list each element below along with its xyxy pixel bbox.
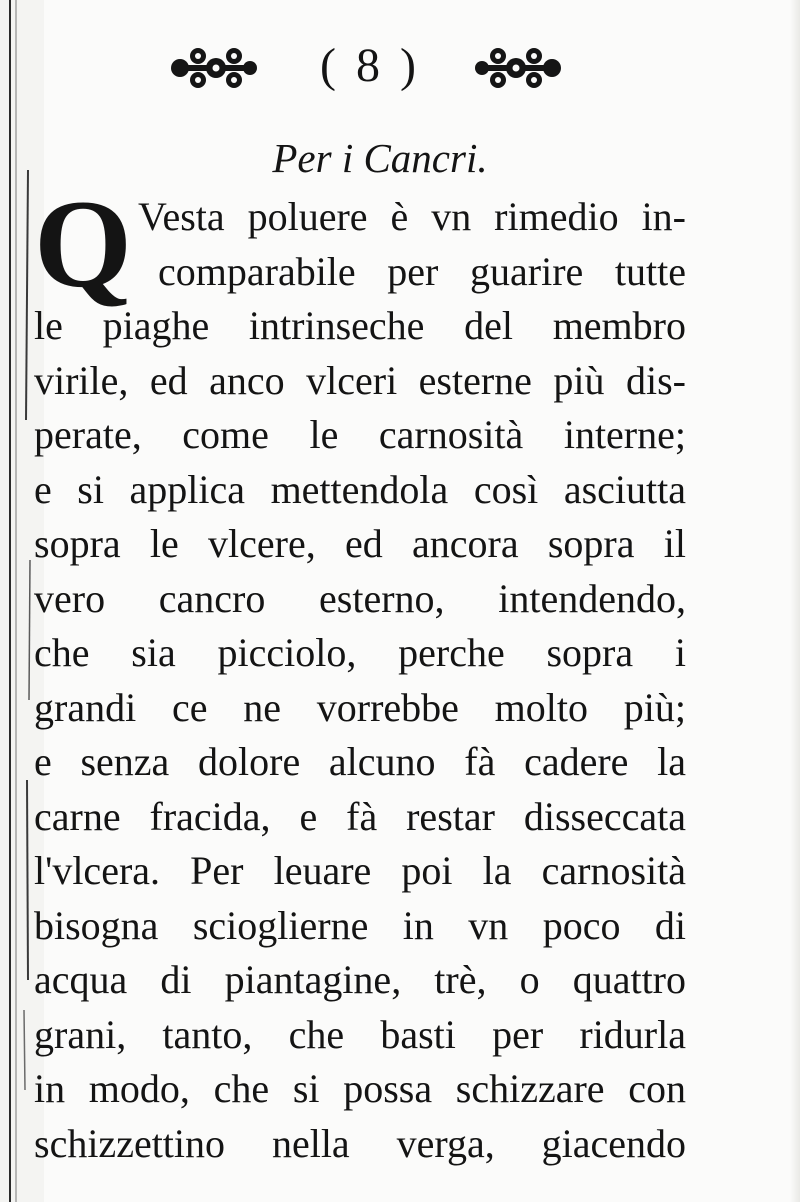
page-edge-shadow [790, 0, 800, 1202]
text-line: grani, tanto, che basti per ridurla [34, 1011, 686, 1057]
text-line: schizzettino nella verga, giacendo [34, 1120, 686, 1166]
text-line: acqua di piantagine, trè, o quattro [34, 957, 686, 1002]
body-text [34, 175, 686, 1171]
text-line: le piaghe intrinseche del membro [34, 303, 686, 348]
text-line: perate, come le carnosità interne; [34, 412, 686, 457]
text-line: carne fracida, e fà restar disseccata [34, 793, 686, 839]
text-line: in modo, che si possa schizzare con [34, 1066, 686, 1111]
text-line: e si applica mettendola così asciutta [34, 466, 686, 512]
page-header [160, 34, 580, 104]
fleuron-ornament-left [164, 38, 260, 98]
fleuron-ornament-right [470, 38, 566, 98]
text-line: bisogna scioglierne in vn poco di [34, 902, 686, 948]
section-title: Per i Cancri. [272, 135, 488, 181]
text-line: vero cancro esterno, intendendo, [34, 575, 686, 621]
drop-cap: Q [34, 175, 133, 314]
text-line: virile, ed anco vlceri esterne più dis- [34, 357, 686, 403]
text-line: Vesta poluere è vn rimedio in- [138, 194, 686, 239]
text-line: e senza dolore alcuno fà cadere la [34, 739, 686, 784]
text-line: l'vlcera. Per leuare poi la carnosità [34, 848, 686, 893]
text-line: che sia picciolo, perche sopra i [34, 630, 686, 675]
page-number: ( 8 ) [320, 39, 420, 92]
text-line: grandi ce ne vorrebbe molto più; [34, 684, 686, 730]
text-line: comparabile per guarire tutte [158, 248, 686, 294]
text-line: sopra le vlcere, ed ancora sopra il [34, 521, 686, 566]
